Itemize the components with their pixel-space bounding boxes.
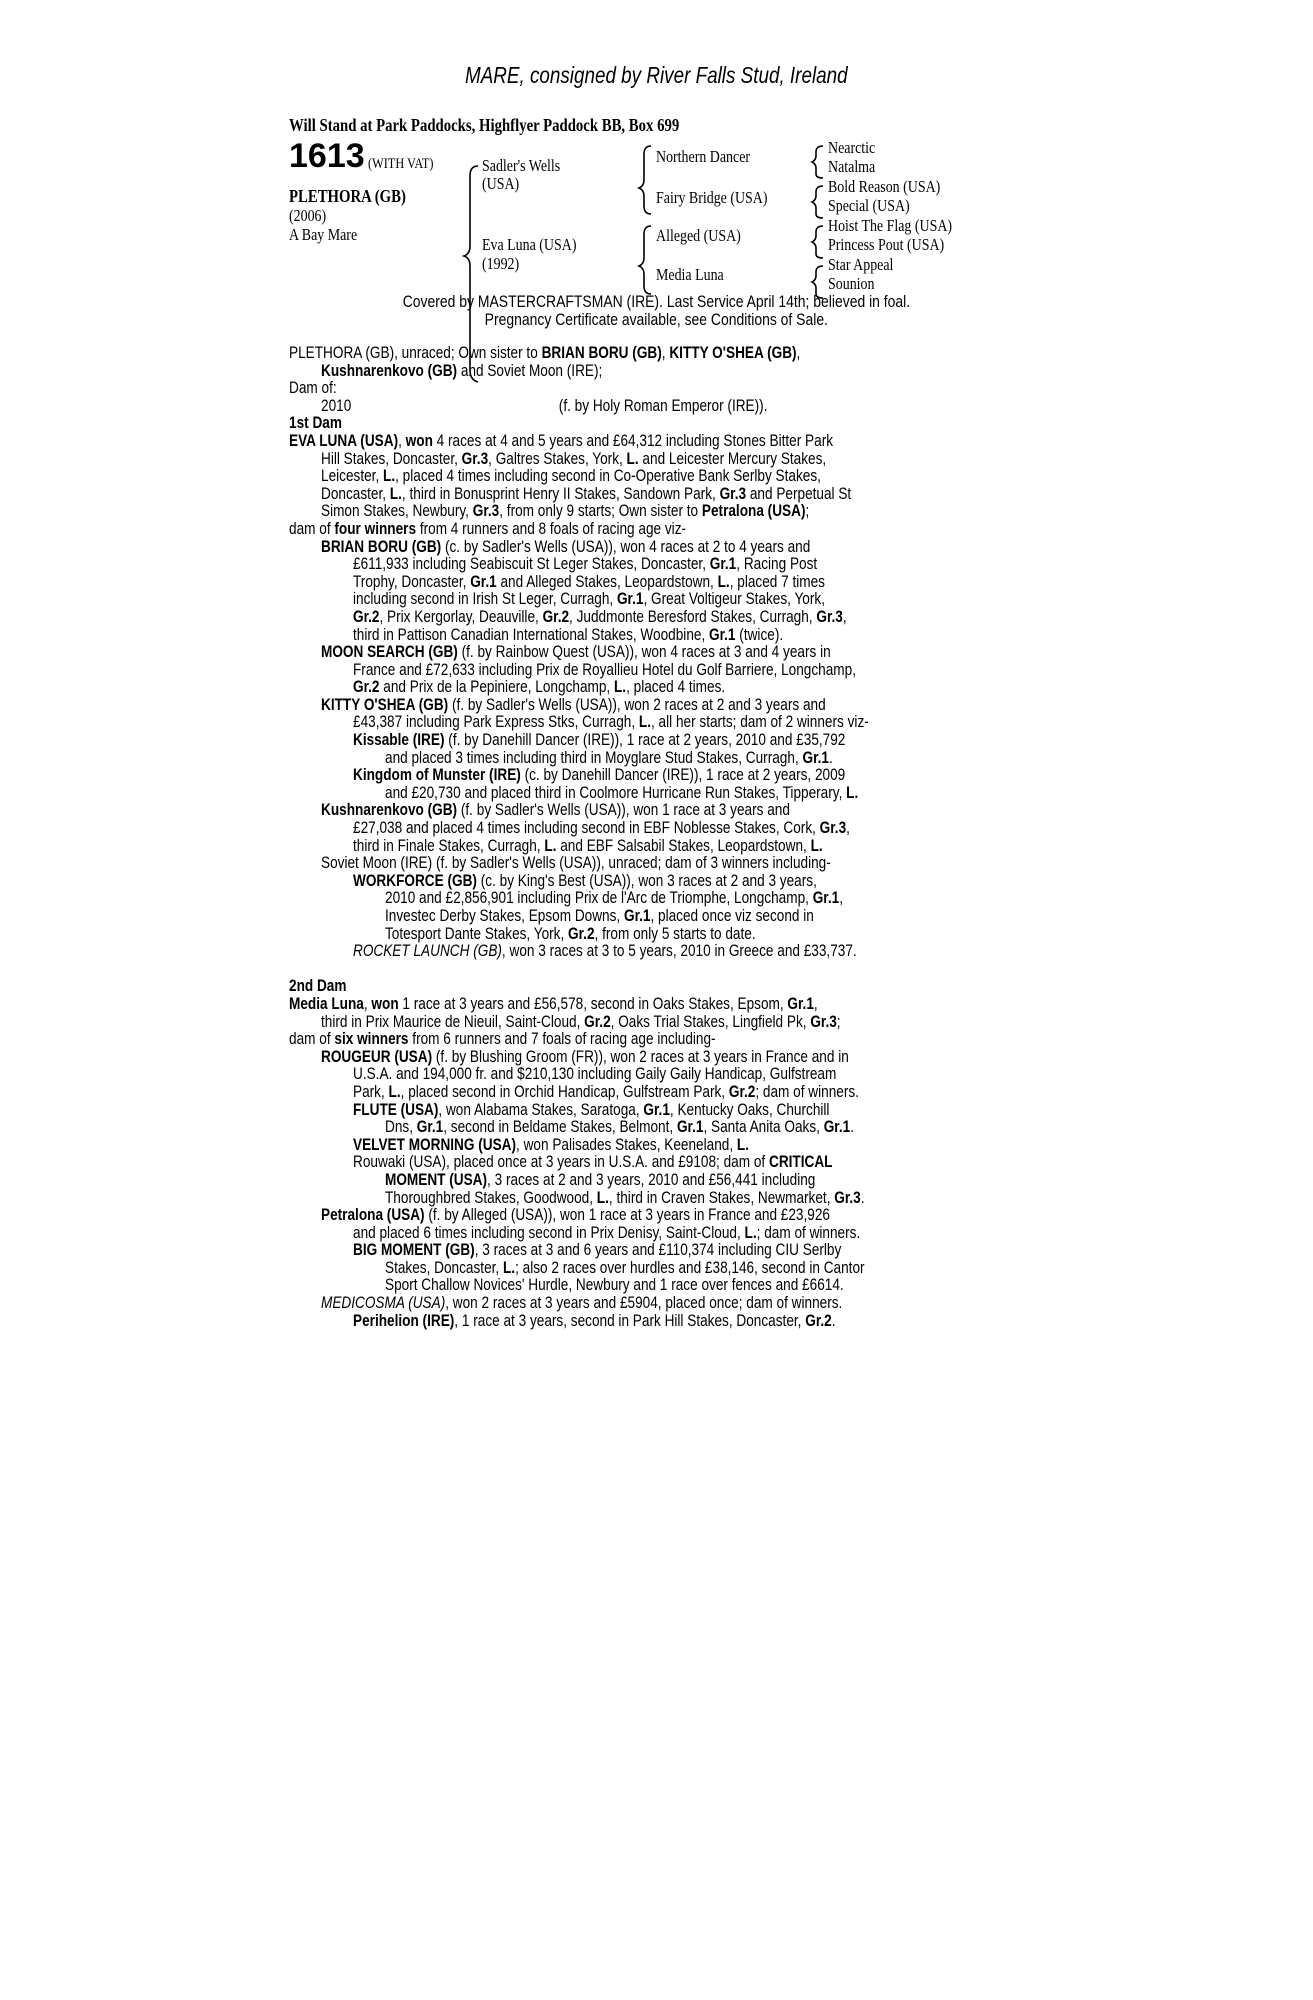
- vat-note: (WITH VAT): [368, 156, 434, 172]
- covered-note: Covered by MASTERCRAFTSMAN (IRE). Last Service April 14th; believed in foal.: [402, 292, 911, 311]
- kushnarenkovo-2: £27,038 and placed 4 times including second in EBF Noblesse Stakes, Cork, Gr.3,: [353, 818, 850, 838]
- medicosma-1: MEDICOSMA (USA), won 2 races at 3 years and £5904, placed once; dam of winners.: [321, 1293, 843, 1313]
- kissable-1: Kissable (IRE) (f. by Danehill Dancer (IRE)), 1 race at 2 years, 2010 and £35,792: [353, 730, 846, 750]
- kushnarenkovo-3: third in Finale Stakes, Curragh, L. and EBF Salsabil Stakes, Leopardstown, L.: [353, 835, 823, 855]
- sd-line-3: dam of six winners from 6 runners and 7 foals of racing age including-: [289, 1029, 716, 1049]
- workforce-2: 2010 and £2,856,901 including Prix de l'Arc de Triomphe, Longchamp, Gr.1,: [385, 888, 843, 908]
- brian-boru-4: including second in Irish St Leger, Curragh, Gr.1, Great Voltigeur Stakes, York,: [353, 589, 825, 609]
- ancestor-7: Star Appeal: [828, 255, 894, 274]
- ancestor-8: Sounion: [828, 274, 875, 293]
- sire-sire: Northern Dancer: [656, 147, 751, 166]
- dam-sire: Alleged (USA): [656, 226, 741, 245]
- ancestor-3: Bold Reason (USA): [828, 177, 941, 196]
- dam-name: Eva Luna (USA): [482, 235, 577, 254]
- workforce-4: Totesport Dante Stakes, York, Gr.2, from only 5 starts to date.: [385, 923, 756, 943]
- dam-dam: Media Luna: [656, 265, 724, 284]
- pedigree-notes: [289, 344, 1007, 1329]
- pregnancy-note: Pregnancy Certificate available, see Conditions of Sale.: [484, 310, 829, 329]
- petralona-1: Petralona (USA) (f. by Alleged (USA)), won 1 race at 3 years in France and £23,926: [321, 1205, 830, 1225]
- kitty-oshea-1: KITTY O'SHEA (GB) (f. by Sadler's Wells (USA)), won 2 races at 2 and 3 years and: [321, 694, 826, 714]
- big-moment-1: BIG MOMENT (GB), 3 races at 3 and 6 years and £110,374 including CIU Serlby: [353, 1240, 842, 1260]
- intro-line-4: 2010 (f. by Holy Roman Emperor (IRE)).: [321, 395, 768, 415]
- sd-line-1: Media Luna, won 1 race at 3 years and £56,578, second in Oaks Stakes, Epsom, Gr.1,: [289, 993, 818, 1013]
- brian-boru-3: Trophy, Doncaster, Gr.1 and Alleged Stakes, Leopardstown, L., placed 7 times: [353, 571, 825, 591]
- sd-line-2: third in Prix Maurice de Nieuil, Saint-Cloud, Gr.2, Oaks Trial Stakes, Lingfield Pk, Gr.3;: [321, 1011, 841, 1031]
- ancestor-4: Special (USA): [828, 196, 910, 215]
- fd-line-2: Hill Stakes, Doncaster, Gr.3, Galtres Stakes, York, L. and Leicester Mercury Stakes,: [321, 448, 827, 468]
- rougeur-2: U.S.A. and 194,000 fr. and $210,130 including Gaily Gaily Handicap, Gulfstream: [353, 1064, 837, 1084]
- kingdom-munster-2: and £20,730 and placed third in Coolmore Hurricane Run Stakes, Tipperary, L.: [385, 782, 859, 802]
- second-dam-heading: 2nd Dam: [289, 976, 347, 996]
- fd-line-6: dam of four winners from 4 runners and 8 foals of racing age viz-: [289, 518, 687, 538]
- soviet-moon-1: Soviet Moon (IRE) (f. by Sadler's Wells (USA)), unraced; dam of 3 winners including-: [321, 853, 831, 873]
- first-dam-heading: 1st Dam: [289, 413, 342, 433]
- page-header: MARE, consigned by River Falls Stud, Ireland: [465, 62, 848, 88]
- kushnarenkovo-1: Kushnarenkovo (GB) (f. by Sadler's Wells (USA)), won 1 race at 3 years and: [321, 800, 790, 820]
- sire-country: (USA): [482, 174, 520, 193]
- fd-line-5: Simon Stakes, Newbury, Gr.3, from only 9 starts; Own sister to Petralona (USA);: [321, 501, 810, 521]
- rouwaki-1: Rouwaki (USA), placed once at 3 years in U.S.A. and £9108; dam of CRITICAL: [353, 1152, 833, 1172]
- rouwaki-2: MOMENT (USA), 3 races at 2 and 3 years, 2010 and £56,441 including: [385, 1169, 816, 1189]
- fd-line-4: Doncaster, L., third in Bonusprint Henry II Stakes, Sandown Park, Gr.3 and Perpetual St: [321, 483, 852, 503]
- brian-boru-1: BRIAN BORU (GB) (c. by Sadler's Wells (USA)), won 4 races at 2 to 4 years and: [321, 536, 811, 556]
- horse-year: (2006): [289, 206, 327, 225]
- rougeur-1: ROUGEUR (USA) (f. by Blushing Groom (FR)), won 2 races at 3 years in France and in: [321, 1046, 849, 1066]
- ancestor-1: Nearctic: [828, 138, 876, 157]
- kitty-oshea-2: £43,387 including Park Express Stks, Curragh, L., all her starts; dam of 2 winners viz-: [353, 712, 869, 732]
- rougeur-3: Park, L., placed second in Orchid Handicap, Gulfstream Park, Gr.2; dam of winners.: [353, 1081, 859, 1101]
- brian-boru-5: Gr.2, Prix Kergorlay, Deauville, Gr.2, Juddmonte Beresford Stakes, Curragh, Gr.3,: [353, 606, 847, 626]
- lot-number: 1613: [289, 137, 365, 175]
- kissable-2: and placed 3 times including third in Moyglare Stud Stakes, Curragh, Gr.1.: [385, 747, 833, 767]
- flute-1: FLUTE (USA), won Alabama Stakes, Saratoga, Gr.1, Kentucky Oaks, Churchill: [353, 1099, 830, 1119]
- intro-line-2: Kushnarenkovo (GB) and Soviet Moon (IRE);: [321, 360, 603, 380]
- ancestor-6: Princess Pout (USA): [828, 235, 945, 254]
- flute-2: Dns, Gr.1, second in Beldame Stakes, Belmont, Gr.1, Santa Anita Oaks, Gr.1.: [385, 1117, 854, 1137]
- perihelion-1: Perihelion (IRE), 1 race at 3 years, second in Park Hill Stakes, Doncaster, Gr.2.: [353, 1310, 836, 1330]
- fd-line-3: Leicester, L., placed 4 times including second in Co-Operative Bank Serlby Stakes,: [321, 466, 821, 486]
- intro-line-3: Dam of:: [289, 378, 337, 398]
- section-gap: [289, 960, 1007, 978]
- petralona-2: and placed 6 times including second in Prix Denisy, Saint-Cloud, L.; dam of winners.: [353, 1222, 861, 1242]
- sire-name: Sadler's Wells: [482, 156, 561, 175]
- rouwaki-3: Thoroughbred Stakes, Goodwood, L., third in Craven Stakes, Newmarket, Gr.3.: [385, 1187, 865, 1207]
- ancestor-5: Hoist The Flag (USA): [828, 216, 953, 235]
- workforce-3: Investec Derby Stakes, Epsom Downs, Gr.1, placed once viz second in: [385, 906, 814, 925]
- brian-boru-2: £611,933 including Seabiscuit St Leger Stakes, Doncaster, Gr.1, Racing Post: [353, 554, 818, 574]
- horse-name: PLETHORA (GB): [289, 186, 406, 206]
- moon-search-3: Gr.2 and Prix de la Pepiniere, Longchamp, L., placed 4 times.: [353, 677, 726, 697]
- sire-dam: Fairy Bridge (USA): [656, 188, 768, 207]
- dam-year: (1992): [482, 254, 520, 273]
- big-moment-2: Stakes, Doncaster, L.; also 2 races over hurdles and £38,146, second in Cantor: [385, 1257, 865, 1277]
- moon-search-2: France and £72,633 including Prix de Royallieu Hotel du Golf Barriere, Longchamp,: [353, 659, 856, 679]
- ancestor-2: Natalma: [828, 157, 876, 176]
- moon-search-1: MOON SEARCH (GB) (f. by Rainbow Quest (USA)), won 4 races at 3 and 4 years in: [321, 642, 831, 662]
- workforce-1: WORKFORCE (GB) (c. by King's Best (USA)), won 3 races at 2 and 3 years,: [353, 870, 817, 890]
- intro-line-1: PLETHORA (GB), unraced; Own sister to BRIAN BORU (GB), KITTY O'SHEA (GB),: [289, 343, 801, 362]
- kingdom-munster-1: Kingdom of Munster (IRE) (c. by Danehill Dancer (IRE)), 1 race at 2 years, 2009: [353, 765, 846, 785]
- velvet-morning-1: VELVET MORNING (USA), won Palisades Stakes, Keeneland, L.: [353, 1134, 750, 1154]
- big-moment-3: Sport Challow Novices' Hurdle, Newbury and 1 race over fences and £6614.: [385, 1275, 844, 1295]
- stand-location: Will Stand at Park Paddocks, Highflyer Paddock BB, Box 699: [289, 115, 680, 135]
- horse-description: A Bay Mare: [289, 225, 358, 244]
- fd-line-1: EVA LUNA (USA), won 4 races at 4 and 5 years and £64,312 including Stones Bitter Park: [289, 430, 834, 450]
- brian-boru-6: third in Pattison Canadian International Stakes, Woodbine, Gr.1 (twice).: [353, 624, 784, 644]
- rocket-launch-1: ROCKET LAUNCH (GB), won 3 races at 3 to 5 years, 2010 in Greece and £33,737.: [353, 941, 857, 961]
